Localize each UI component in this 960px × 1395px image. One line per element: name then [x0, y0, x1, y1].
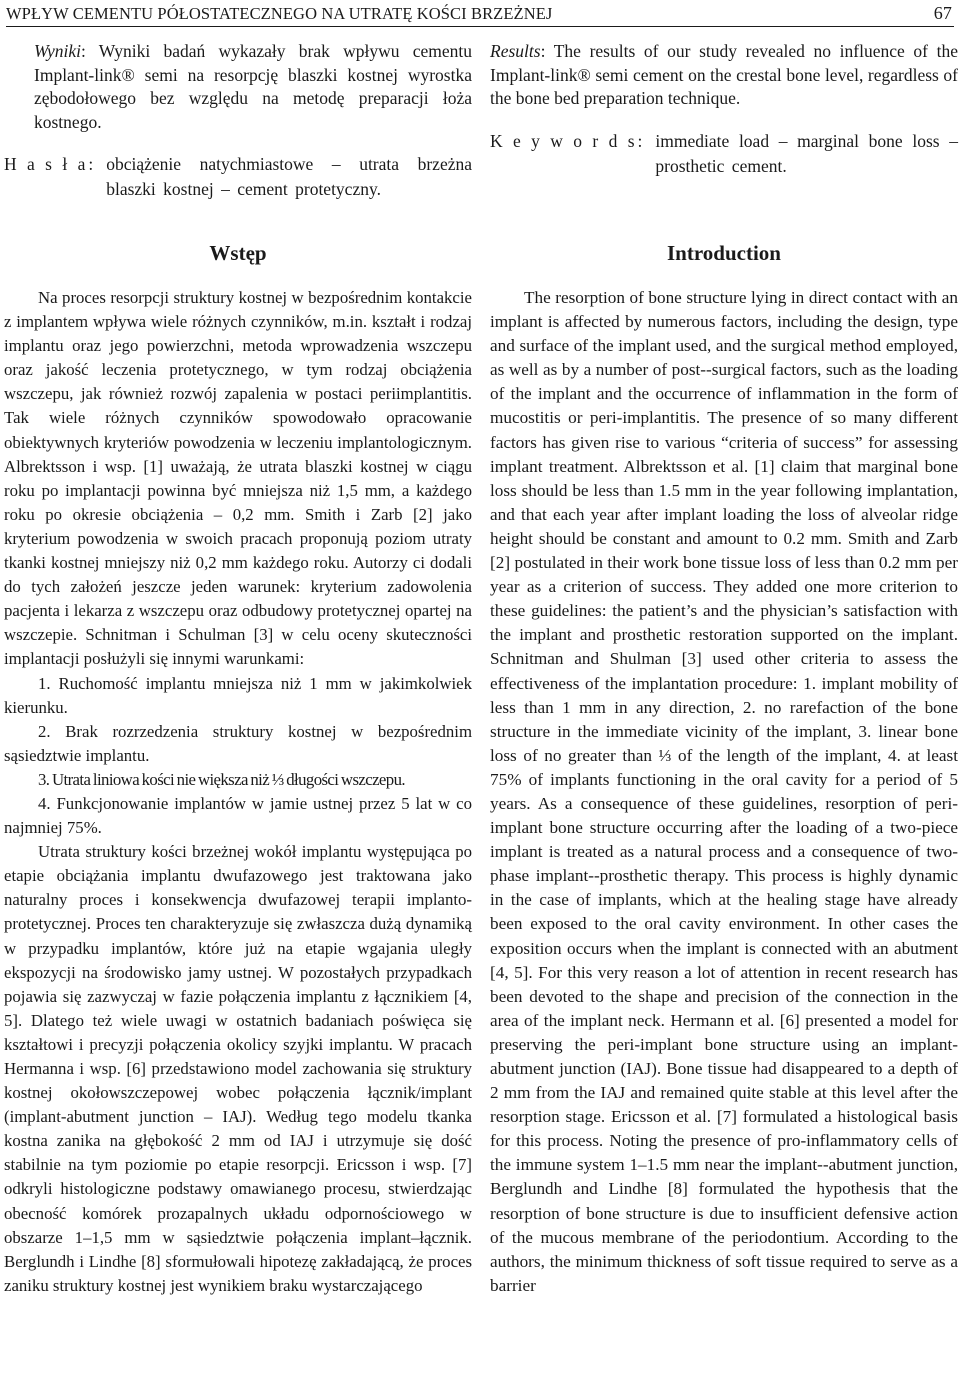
right-column-body — [490, 286, 958, 1298]
criteria-item-2: 2. Brak rozrzedzenia struktury kostnej w bezpośrednim sąsiedztwie implantu. — [4, 721, 472, 765]
abstract-results-en — [490, 40, 958, 111]
running-header — [6, 2, 954, 27]
keywords-label-en: K e y w o r d s: — [490, 130, 646, 151]
body-paragraph-pl-2: Utrata struktury kości brzeżnej wokół implantu występująca po etapie obciążania implantu dwufazowego jest traktowana jako naturalny proces i konsekwencja dwufazowej terapii implanto-protetycznej. Proces ten charakteryzuje się zwłaszcza dużą dynamiką w przypadku implantów, które już na etapie wgajania uległy ekspozycji na środowisko jamy ustnej. W pozostałych przypadkach pojawia się zazwyczaj w fazie połączenia implantu z łącznikiem [4, 5]. Dlatego też wiele uwagi w ostatnich badaniach poświęca się kształtowi i precyzji połączenia okolicy szyjki implantu. W pracach Hermanna i wsp. [6] przedstawiono model zachowania się struktury kostnej okołowszczepowej wobec połączenia łącznik/implant (implant-abutment junction – IAJ). Według tego modelu tkanka kostna zanika na głębokość 2 mm od IAJ i utrzymuje się dość stabilnie na tym poziomie po etapie resorpcji. Ericsson i wsp. [7] odkryli histologiczne podstawy omawianego procesu, stwierdzając obecność komórek prozapalnych układu odpornościowego w obszarze 1–1,5 mm w sąsiedztwie połączenia implant–łącznik. Berglundh i Lindhe [8] sformułowali hipotezę zakładającą, że proces zaniku struktury kostnej jest wynikiem braku wystarczającego — [4, 842, 472, 1295]
page-number: 67 — [933, 3, 952, 23]
left-column-abstract — [4, 40, 472, 202]
abstract-text-pl: : Wyniki badań wykazały brak wpływu cementu Implant-link® semi na resorpcję blaszki kostnej wyrostka zębodołowego bez względu na metodę preparacji łoża kostnego. — [34, 41, 472, 132]
left-column-body — [4, 286, 472, 1298]
body-paragraph-en-1: The resorption of bone structure lying in direct contact with an implant is affected by numerous factors, including the design, type and surface of the implant used, and the surgical method employed, as well as by a number of post--surgical factors, such as the loading of the implant and the occurrence of inflammation in the form of mucostitis or peri-implantitis. The presence of so many different factors has given rise to various “criteria of success” for assessing implant treatment. Albrektsson et al. [1] claim that marginal bone loss should be less than 1.5 mm in the year following implantation, and that each year after implant loading the loss of alveolar ridge height should be constant and amount to 0.2 mm. Smith and Zarb [2] postulated in their work bone tissue loss of less than 0.2 mm per year as a criterion of success. They added one more criterion to these guidelines: the patient’s and the physician’s satisfaction with the implant and prosthetic restoration supported on the implant. Schnitman and Shulman [3] used other criteria to assess the effectiveness of the implantation procedure: 1. implant mobility of less than 1 mm in any direction, 2. no rarefaction of the bone structure in the immediate vicinity of the implant, 3. linear bone loss of no greater than ⅓ of the length of the implant, 4. at least 75% of implants functioning in the oral cavity for a period of 5 years. As a consequence of these guidelines, resorption of peri-implant bone structure occurring after the loading of a two-piece implant is treated as a natural process and a consequence of two-phase implant--prosthetic therapy. This process is highly dynamic in the case of implants, which at the healing stage have already been exposed to the oral cavity environment. In other cases the exposition occurs when the implant is connected with an abutment [4, 5]. For this very reason a lot of attention in recent research has been devoted to the shape and precision of the connection in the area of the implant neck. Hermann et al. [6] presented a model for preserving the peri-implant bone structure using an implant-abutment junction (IAJ). Bone tissue had disappeared to a depth of 2 mm from the IAJ and remained quite stable at this level after the resorption stage. Ericsson et al. [7] formulated a histological basis for this process. Noting the presence of pro-inflammatory cells of the immune system 1–1.5 mm near the implant--abutment junction, Berglundh and Lindhe [8] formulated the hypothesis that the resorption of bone structure is due to insufficient defensive action of the mucous membrane of the periodontium. According to the authors, the minimum thickness of soft tissue required to serve as a barrier — [490, 288, 958, 1295]
right-column-abstract — [490, 40, 958, 179]
keywords-text-pl: obciążenie natychmiastowe – utrata brzeżna blaszki kostnej – cement protetyczny. — [106, 154, 472, 199]
keywords-text-en: immediate load – marginal bone loss – prosthetic cement. — [655, 130, 958, 176]
abstract-text-en: : The results of our study revealed no influence of the Implant-link® semi cement on the crestal bone level, regardless of the bone bed preparation technique. — [490, 41, 958, 108]
keywords-label-pl: H a s ł a: — [4, 154, 97, 174]
keywords-en — [490, 129, 958, 179]
abstract-results-pl — [4, 40, 472, 134]
criteria-item-4: 4. Funkcjonowanie implantów w jamie ustnej przez 5 lat w co najmniej 75%. — [4, 793, 472, 838]
abstract-label-pl: Wyniki — [34, 41, 81, 61]
section-heading-pl: Wstęp — [209, 241, 267, 265]
criteria-item-3: 3. Utrata liniowa kości nie większa niż ⅓ długości wszczepu. — [38, 769, 405, 789]
criteria-item-1: 1. Ruchomość implantu mniejsza niż 1 mm w jakimkolwiek kierunku. — [4, 673, 472, 717]
running-title: WPŁYW CEMENTU PÓŁOSTATECZNEGO NA UTRATĘ KOŚCI BRZEŻNEJ — [6, 4, 553, 23]
abstract-label-en: Results — [490, 41, 541, 61]
section-heading-en: Introduction — [667, 241, 781, 265]
keywords-pl — [4, 152, 472, 202]
body-paragraph-pl-1: Na proces resorpcji struktury kostnej w bezpośrednim kontakcie z implantem wpływa wiele różnych czynników, m.in. kształt i rodzaj implantu oraz jego powierzchni, metoda wprowadzenia wszczepu oraz jakość leczenia protetycznego, w tym rodzaj obciążenia wszczepu, jak również rozwój zapalenia w postaci periimplantitis. Tak wiele różnych czynników spowodowało opracowanie obiektywnych kryteriów powodzenia w leczeniu implantologicznym. Albrektsson i wsp. [1] uważają, że utrata blaszki kostnej w ciągu roku po implantacji powinna być mniejsza niż 1,5 mm, a każdego roku po okresie obciążenia – 0,2 mm. Smith i Zarb [2] jako kryterium powodzenia w swoich pracach proponują poziom utraty tkanki kostnej mniejszy niż 0,2 mm każdego roku. Autorzy ci dodali do tych założeń jeszcze jeden warunek: kryterium zadowolenia pacjenta i lekarza z wszczepu oraz odbudowy protetycznej opartej na wszczepie. Schnitman i Schulman [3] w celu oceny skuteczności implantacji posłużyli się innymi warunkami: — [4, 288, 472, 669]
